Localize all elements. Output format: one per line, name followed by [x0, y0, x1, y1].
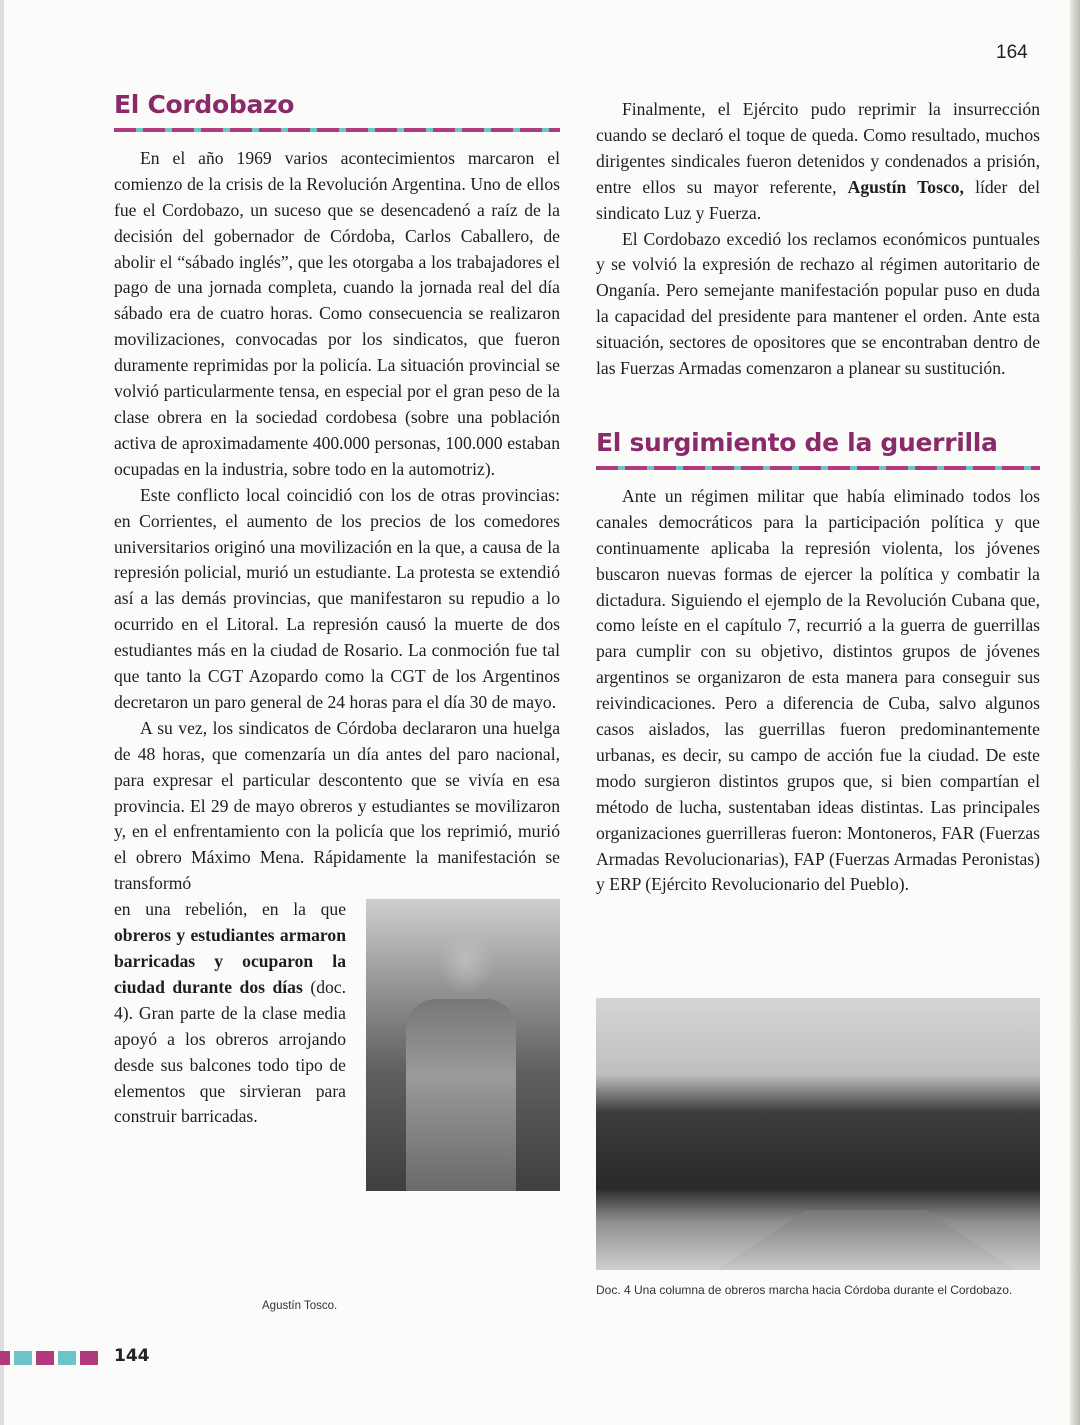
heading-dashed-rule [596, 466, 1040, 470]
section-heading-cordobazo: El Cordobazo [114, 90, 295, 119]
paragraph-continued [114, 897, 346, 1191]
footer-color-bar [0, 1350, 102, 1366]
photo-caption-doc4: Doc. 4 Una columna de obreros marcha hacia Córdoba durante el Cordobazo. [596, 1283, 1013, 1297]
bold-text: Agustín Tosco, [847, 176, 964, 197]
photo-workers-march [596, 998, 1040, 1270]
text: en una rebelión, en la que [114, 899, 346, 920]
paragraph: En el año 1969 varios acontecimientos marcaron el comienzo de la crisis de la Revolución Argentina. Uno de ellos fue el Cordobazo, un suceso que se desencadenó a raíz de la decisión del gobernador de Córdoba, Carlos Caballero, de abolir el “sábado inglés”, que les otorgaba a los trabajadores el pago de una jornada completa, cuando la jornada real del día sábado era de cuatro horas. Como consecuencia se realizaron movilizaciones, convocadas por los sindicatos, que fueron duramente reprimidas por la policía. La situación provincial se volvió particularmente tensa, en especial por el gran peso de la clase obrera en la sociedad cordobesa (sobre una población activa de aproximadamente 400.000 personas, 100.000 estaban ocupadas en la industria, sobre todo en la automotriz). [114, 147, 560, 479]
section-heading-guerrilla: El surgimiento de la guerrilla [596, 427, 998, 457]
bold-text: obreros y estudiantes armaron barricadas y ocuparon la ciudad durante dos días [114, 925, 346, 997]
paragraph: A su vez, los sindicatos de Córdoba declararon una huelga de 48 horas, que comenzaría un día antes del paro nacional, para expresar el particular descontento que se vivía en esa provincia. El 29 de mayo obreros y estudiantes se movilizaron y, en el enfrentamiento con la policía que los reprimió, murió el obrero Máximo Mena. Rápidamente la manifestación se transformó [114, 717, 560, 894]
text: (doc. 4). Gran parte de la clase media apoyó a los obreros arrojando desde sus balcones todo tipo de elementos que sirvieran para construir barricadas. [114, 976, 346, 1127]
page-number-bottom: 144 [114, 1346, 150, 1366]
text: líder del sindicato Luz y Fuerza. [596, 176, 1041, 223]
paragraph [596, 97, 1040, 227]
photo-caption-tosco: Agustín Tosco. [262, 1300, 338, 1312]
page-number-top: 164 [996, 42, 1028, 63]
paragraph: Este conflicto local coincidió con los de otras provincias: en Corrientes, el aumento de los precios de los comedores universitarios originó una movilización en la que, a causa de la represión policial, murió un estudiante. La protesta se extendió así a las demás provincias, que manifestaron su repudio a lo ocurrido en el Litoral. La represión causó la muerte de dos estudiantes más en la ciudad de Rosario. La conmoción fue tal que tanto la CGT Azopardo como la CGT de los Argentinos decretaron un paro general de 24 horas para el día 30 de mayo. [114, 484, 560, 712]
text: Finalmente, el Ejército pudo reprimir la insurrección cuando se declaró el toque de queda. Como resultado, muchos dirigentes sindicales fueron detenidos y condenados a prisión, entre ellos su mayor referente, [596, 99, 1040, 197]
left-column [114, 92, 560, 1191]
page-binding-edge [0, 0, 4, 1425]
heading-dashed-rule [114, 128, 560, 132]
page-right-edge [1070, 0, 1080, 1425]
photo-agustin-tosco [366, 899, 560, 1191]
paragraph: Ante un régimen militar que había eliminado todos los canales democráticos para la participación política y que continuamente aplicaba la represión violenta, los jóvenes buscaron nuevas formas de ejercer la política y combatir la dictadura. Siguiendo el ejemplo de la Revolución Cubana que, como leíste en el capítulo 7, recurrió a la guerra de guerrillas para cumplir con su objetivo, distintos grupos de jóvenes argentinos se organizaron de esta manera para conseguir sus reivindicaciones. Pero a diferencia de Cuba, salvo algunos casos aislados, las guerrillas fueron predominantemente urbanas, es decir, su campo de acción fue la ciudad. De este modo surgieron distintos grupos que, si bien compartían el método de lucha, sustentaban ideas distintas. Las principales organizaciones guerrilleras fueron: Montoneros, FAR (Fuerzas Armadas Revolucionarias), FAP (Fuerzas Armadas Peronistas) y ERP (Ejército Revolucionario del Pueblo). [596, 485, 1040, 895]
paragraph: El Cordobazo excedió los reclamos económicos puntuales y se volvió la expresión de rechazo al régimen autoritario de Onganía. Pero semejante manifestación popular puso en duda la capacidad del presidente para mantener el orden. Ante esta situación, sectores de opositores que se encontraban dentro de las Fuerzas Armadas comenzaron a planear su sustitución. [596, 228, 1040, 379]
right-column [596, 97, 1040, 898]
